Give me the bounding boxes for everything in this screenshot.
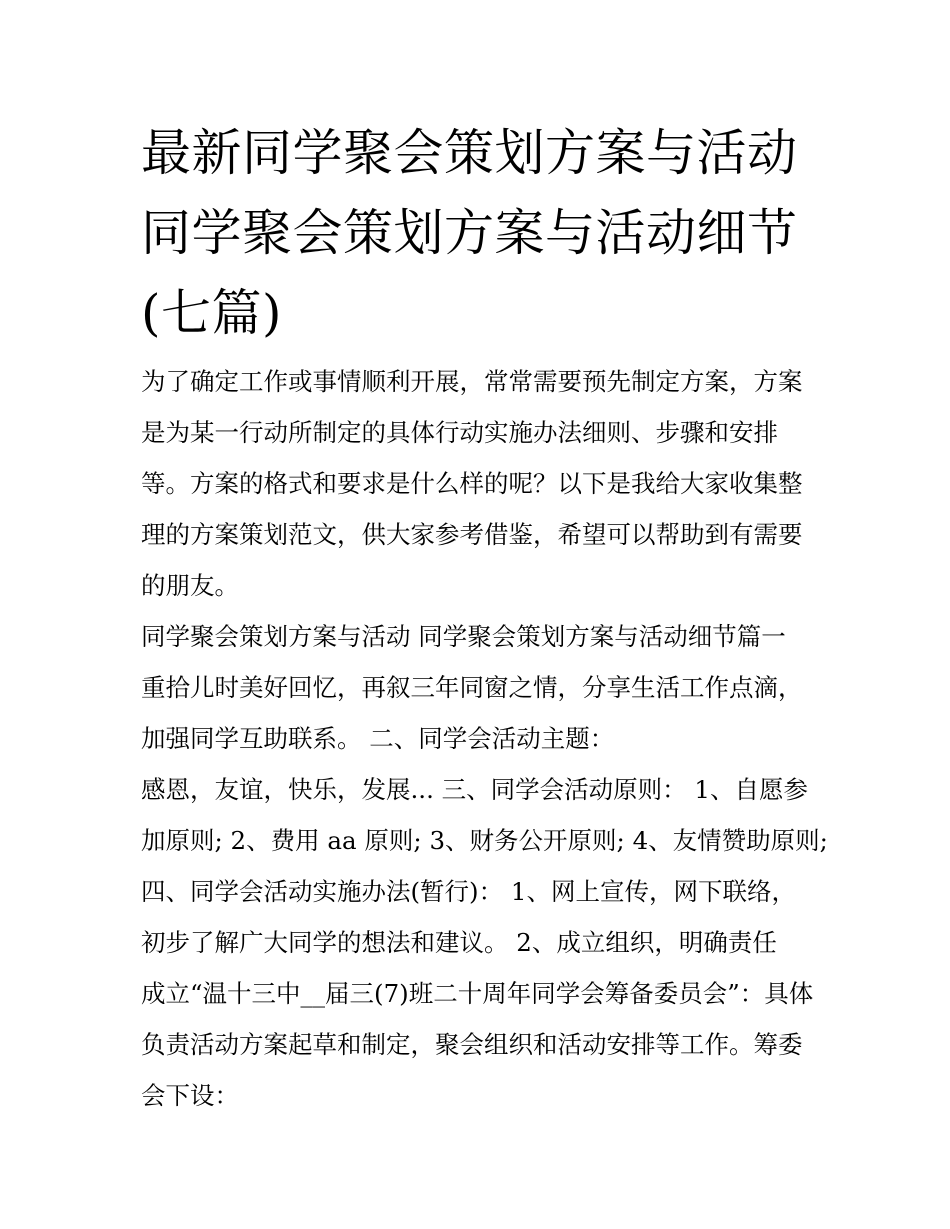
title-line: (七篇) <box>141 284 283 342</box>
body-line: 为了确定工作或事情顺利开展，常常需要预先制定方案，方案 <box>141 367 803 396</box>
body-line: 等。方案的格式和要求是什么样的呢？以下是我给大家收集整 <box>141 469 803 498</box>
body-line: 初步了解广大同学的想法和建议。 2、成立组织，明确责任 <box>141 928 777 957</box>
document-body <box>141 356 828 1121</box>
title-line: 同学聚会策划方案与活动细节 <box>141 204 798 262</box>
title-line: 最新同学聚会策划方案与活动 <box>141 124 798 182</box>
body-line: 是为某一行动所制定的具体行动实施办法细则、步骤和安排 <box>141 418 778 447</box>
body-line: 加强同学互助联系。 二、同学会活动主题： <box>141 724 615 753</box>
body-line: 四、同学会活动实施办法(暂行)： 1、网上宣传，网下联络， <box>141 877 796 906</box>
body-line: 同学聚会策划方案与活动 同学聚会策划方案与活动细节篇一 <box>141 622 786 651</box>
body-line: 理的方案策划范文，供大家参考借鉴，希望可以帮助到有需要 <box>141 520 803 549</box>
body-line: 负责活动方案起草和制定，聚会组织和活动安排等工作。筹委 <box>141 1030 803 1059</box>
body-line: 的朋友。 <box>141 571 239 600</box>
body-line: 重拾儿时美好回忆，再叙三年同窗之情，分享生活工作点滴， <box>141 673 803 702</box>
body-line: 加原则; 2、费用 aa 原则; 3、财务公开原则; 4、友情赞助原则; <box>141 826 828 855</box>
body-line: 会下设： <box>141 1081 239 1110</box>
body-line: 成立“温十三中__届三(7)班二十周年同学会筹备委员会”：具体 <box>141 979 814 1008</box>
document-title <box>141 113 821 353</box>
body-line: 感恩，友谊，快乐，发展... 三、同学会活动原则： 1、自愿参 <box>141 775 809 804</box>
